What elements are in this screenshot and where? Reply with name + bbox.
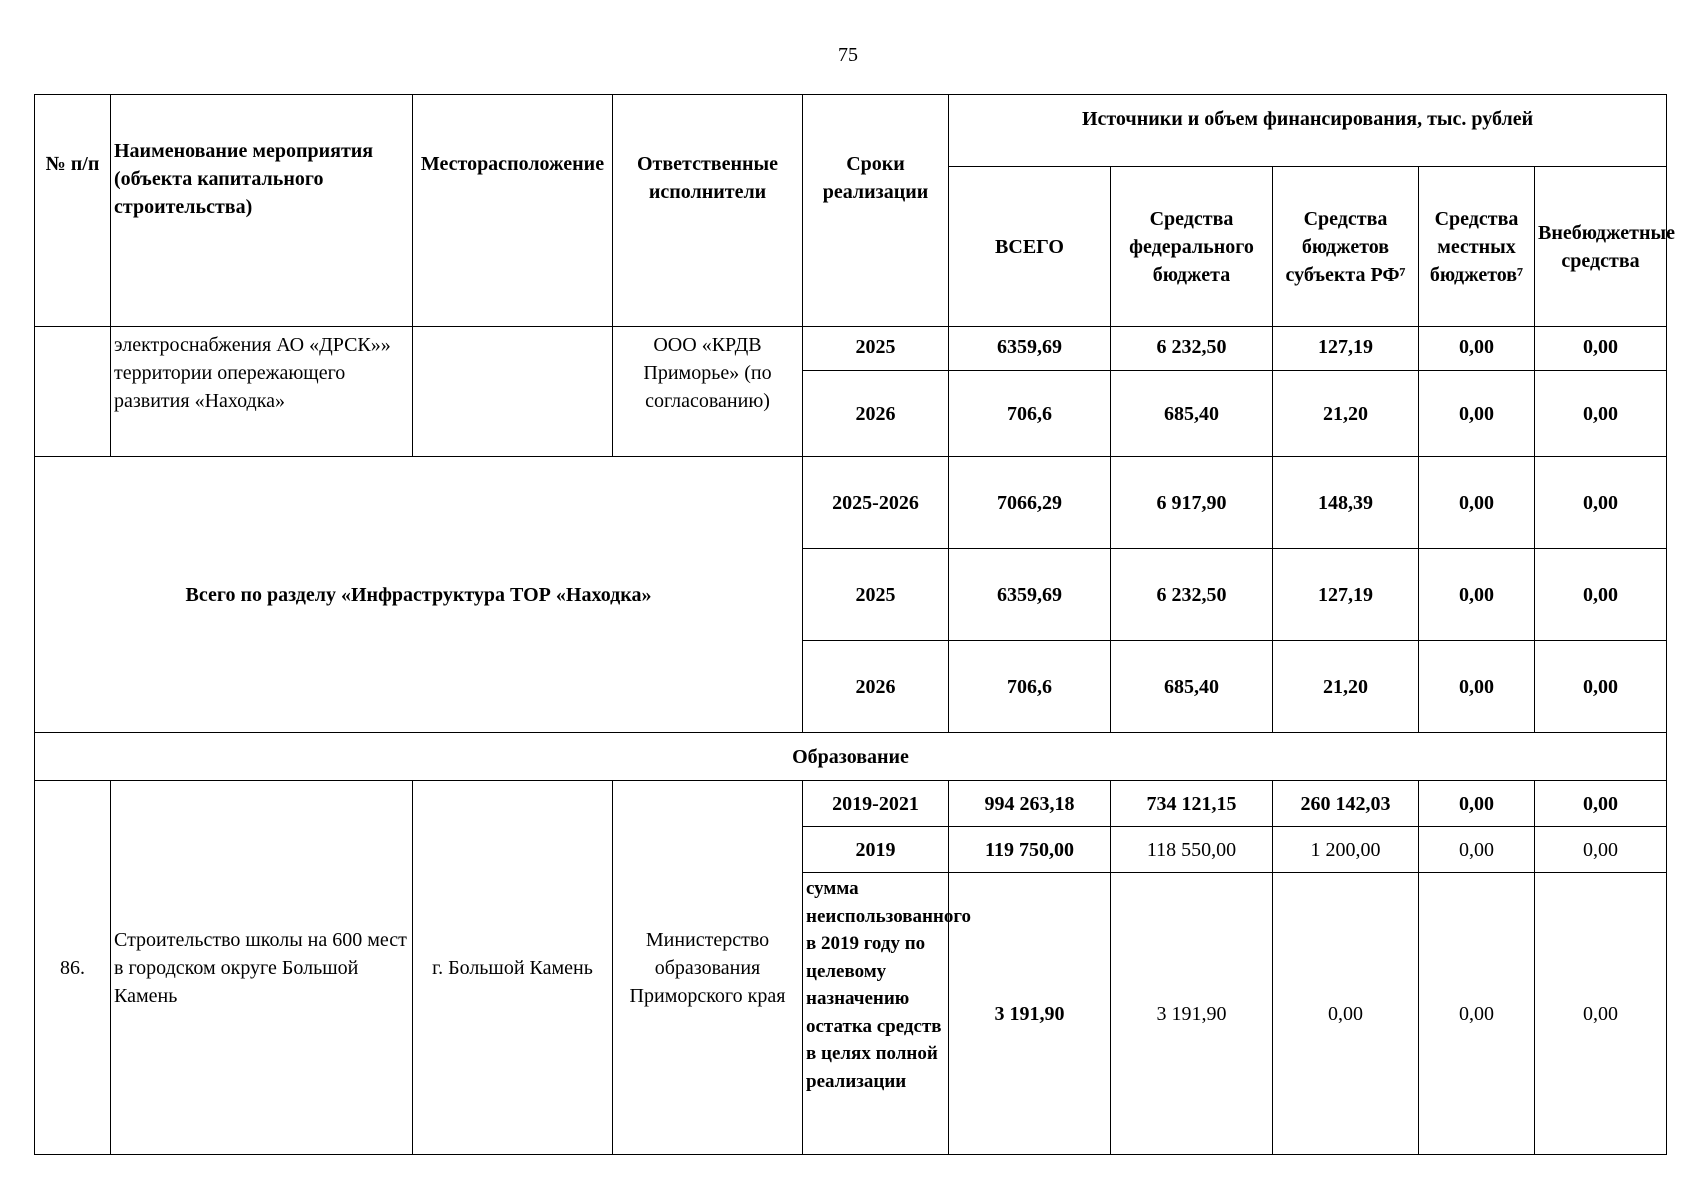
header-responsible: Ответственные исполнители — [613, 95, 803, 327]
section-total-offbudget: 0,00 — [1535, 549, 1667, 641]
section-total-row-1 — [35, 457, 1667, 549]
section-total-total: 706,6 — [949, 641, 1111, 733]
cont-offbudget: 0,00 — [1535, 327, 1667, 371]
header-location: Месторасположение — [413, 95, 613, 327]
section-total-term: 2025-2026 — [803, 457, 949, 549]
section-total-offbudget: 0,00 — [1535, 457, 1667, 549]
cont-federal: 685,40 — [1111, 371, 1273, 457]
cont-location — [413, 327, 613, 457]
cont-row-2025 — [35, 327, 1667, 371]
header-offbudget: Внебюджетные средства — [1535, 167, 1667, 327]
section-total-local: 0,00 — [1419, 457, 1535, 549]
item86-subject: 0,00 — [1273, 873, 1419, 1155]
item86-local: 0,00 — [1419, 781, 1535, 827]
section-total-label: Всего по разделу «Инфраструктура ТОР «Находка» — [35, 457, 803, 733]
item86-term: сумма неиспользованного в 2019 году по целевому назначению остатка средств в целях полной реализации — [803, 873, 949, 1155]
section-total-federal: 6 917,90 — [1111, 457, 1273, 549]
cont-local: 0,00 — [1419, 371, 1535, 457]
header-num: № п/п — [35, 95, 111, 327]
section-total-local: 0,00 — [1419, 549, 1535, 641]
cont-subject: 127,19 — [1273, 327, 1419, 371]
header-local: Средства местных бюджетов⁷ — [1419, 167, 1535, 327]
item86-federal: 118 550,00 — [1111, 827, 1273, 873]
header-subject: Средства бюджетов субъекта РФ⁷ — [1273, 167, 1419, 327]
section-total-term: 2026 — [803, 641, 949, 733]
item86-responsible: Министерство образования Приморского края — [613, 781, 803, 1155]
item86-location: г. Большой Камень — [413, 781, 613, 1155]
cont-federal: 6 232,50 — [1111, 327, 1273, 371]
item86-local: 0,00 — [1419, 827, 1535, 873]
item86-total: 994 263,18 — [949, 781, 1111, 827]
section-total-subject: 127,19 — [1273, 549, 1419, 641]
item86-term: 2019 — [803, 827, 949, 873]
header-federal: Средства федерального бюджета — [1111, 167, 1273, 327]
item86-term: 2019-2021 — [803, 781, 949, 827]
section-heading-education: Образование — [35, 733, 1667, 781]
cont-total: 6359,69 — [949, 327, 1111, 371]
financing-table — [34, 94, 1675, 1155]
item86-num: 86. — [35, 781, 111, 1155]
header-terms: Сроки реализации — [803, 95, 949, 327]
cont-local: 0,00 — [1419, 327, 1535, 371]
cont-term: 2026 — [803, 371, 949, 457]
item86-total: 3 191,90 — [949, 873, 1111, 1155]
section-total-offbudget: 0,00 — [1535, 641, 1667, 733]
item86-local: 0,00 — [1419, 873, 1535, 1155]
header-name: Наименование мероприятия (объекта капитального строительства) — [111, 95, 413, 327]
item86-federal: 734 121,15 — [1111, 781, 1273, 827]
page-number: 75 — [838, 44, 858, 66]
section-total-subject: 148,39 — [1273, 457, 1419, 549]
item86-federal: 3 191,90 — [1111, 873, 1273, 1155]
item86-subject: 1 200,00 — [1273, 827, 1419, 873]
cont-subject: 21,20 — [1273, 371, 1419, 457]
section-total-total: 6359,69 — [949, 549, 1111, 641]
section-total-total: 7066,29 — [949, 457, 1111, 549]
item86-subject: 260 142,03 — [1273, 781, 1419, 827]
section-total-federal: 685,40 — [1111, 641, 1273, 733]
header-row-1 — [35, 95, 1667, 167]
cont-responsible: ООО «КРДВ Приморье» (по согласованию) — [613, 327, 803, 457]
item86-row-2019-2021 — [35, 781, 1667, 827]
item86-offbudget: 0,00 — [1535, 781, 1667, 827]
item86-name: Строительство школы на 600 мест в городском округе Большой Камень — [111, 781, 413, 1155]
section-total-subject: 21,20 — [1273, 641, 1419, 733]
cont-offbudget: 0,00 — [1535, 371, 1667, 457]
section-heading-row — [35, 733, 1667, 781]
header-total: ВСЕГО — [949, 167, 1111, 327]
section-total-local: 0,00 — [1419, 641, 1535, 733]
section-total-term: 2025 — [803, 549, 949, 641]
item86-total: 119 750,00 — [949, 827, 1111, 873]
section-total-federal: 6 232,50 — [1111, 549, 1273, 641]
cont-name: электроснабжения АО «ДРСК»» территории опережающего развития «Находка» — [111, 327, 413, 457]
cont-num — [35, 327, 111, 457]
header-sources-group: Источники и объем финансирования, тыс. рублей — [949, 95, 1667, 167]
cont-total: 706,6 — [949, 371, 1111, 457]
cont-term: 2025 — [803, 327, 949, 371]
item86-offbudget: 0,00 — [1535, 827, 1667, 873]
item86-offbudget: 0,00 — [1535, 873, 1667, 1155]
